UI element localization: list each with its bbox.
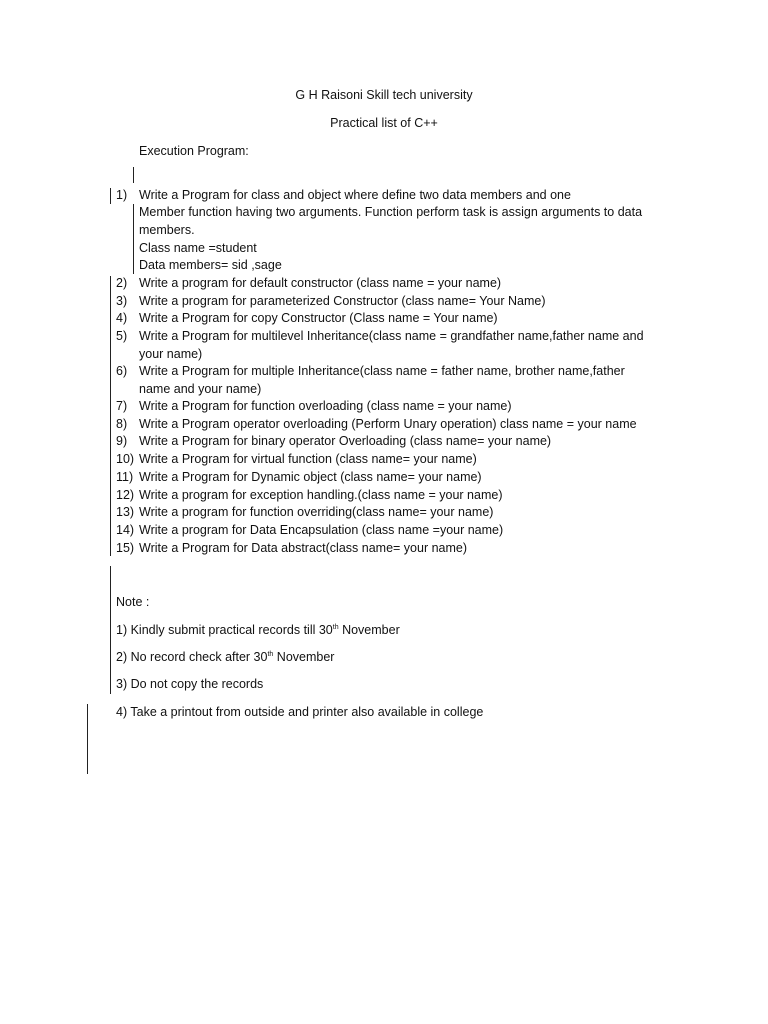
item-text: Member function having two arguments. Function perform task is assign arguments to data [139,205,643,219]
change-bar [87,704,88,774]
item-number: 6) [116,364,128,378]
section-heading: Execution Program: [139,144,249,158]
note-text: November [273,650,335,664]
item-text: name and your name) [139,382,262,396]
change-bar [110,566,111,694]
note-text: November [338,623,400,637]
item-text: Write a Program for Dynamic object (class name= your name) [139,470,482,484]
item-number: 4) [116,311,128,325]
change-bar [133,204,134,274]
item-text: Class name =student [139,241,257,255]
item-number: 13) [116,505,135,519]
text-cursor [133,167,134,183]
item-text: Write a program for Data Encapsulation (class name =your name) [139,523,504,537]
change-bar [110,188,111,204]
item-text: Write a Program for multiple Inheritance(class name = father name, brother name,father [139,364,625,378]
note-item [116,623,400,637]
item-text: Write a Program for binary operator Overloading (class name= your name) [139,434,552,448]
item-number: 14) [116,523,135,537]
item-number: 9) [116,434,128,448]
item-number: 2) [116,276,128,290]
item-text: Write a program for exception handling.(class name = your name) [139,488,503,502]
item-text: Write a Program for class and object where define two data members and one [139,188,571,202]
note-superscript: th [267,650,274,658]
item-number: 7) [116,399,128,413]
note-item [116,650,334,664]
item-text: members. [139,223,195,237]
item-text: Write a Program for copy Constructor (Class name = Your name) [139,311,498,325]
item-number: 5) [116,329,128,343]
item-text: Data members= sid ,sage [139,258,282,272]
item-number: 11) [116,470,134,484]
item-number: 3) [116,294,128,308]
note-superscript: th [332,623,339,631]
item-number: 1) [116,188,128,202]
note-text: 2) No record check after 30 [116,650,268,664]
item-text: Write a Program for virtual function (class name= your name) [139,452,477,466]
item-number: 12) [116,488,135,502]
item-text: Write a Program for Data abstract(class name= your name) [139,541,468,555]
item-text: Write a Program for multilevel Inheritance(class name = grandfather name,father name and [139,329,644,343]
university-name: G H Raisoni Skill tech university [295,88,473,102]
item-text: Write a Program operator overloading (Perform Unary operation) class name = your name [139,417,637,431]
note-item: 4) Take a printout from outside and printer also available in college [116,705,484,719]
item-number: 15) [116,541,135,555]
item-text: Write a program for parameterized Constructor (class name= Your Name) [139,294,546,308]
note-title: Note : [116,595,150,609]
item-number: 8) [116,417,128,431]
item-text: your name) [139,347,203,361]
item-text: Write a Program for function overloading (class name = your name) [139,399,512,413]
item-text: Write a program for default constructor (class name = your name) [139,276,502,290]
note-text: 1) Kindly submit practical records till 30 [116,623,333,637]
item-number: 10) [116,452,135,466]
note-item: 3) Do not copy the records [116,677,264,691]
change-bar [110,276,111,556]
document-title: Practical list of C++ [330,116,438,130]
item-text: Write a program for function overriding(class name= your name) [139,505,494,519]
